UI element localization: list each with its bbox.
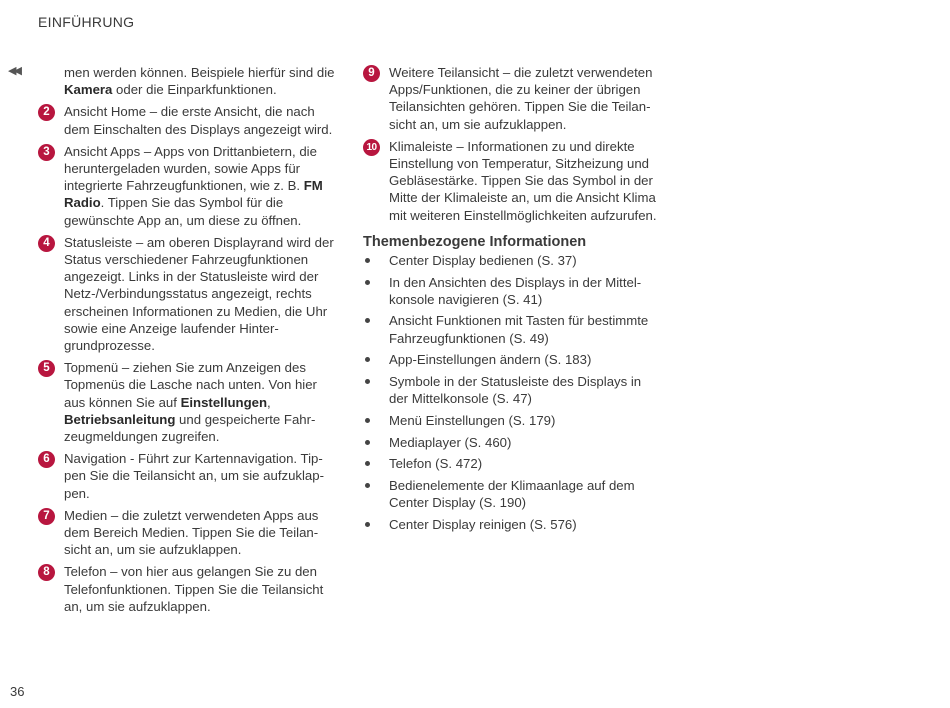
callout-text: Ansicht Home – die erste Ansicht, die nach dem Einschalten des Displays angezeigt wird.: [64, 104, 333, 137]
callout-item-7: [38, 507, 338, 559]
related-link-text[interactable]: Center Display reinigen (S. 576): [389, 516, 577, 532]
related-link-text[interactable]: In den Ansichten des Displays in der Mittelkonsole navigieren (S. 41): [389, 274, 642, 307]
callout-item-6: [38, 450, 338, 502]
related-link-text[interactable]: Bedienelemente der Klimaanlage auf dem Center Display (S. 190): [389, 478, 635, 511]
intro-text-1: men werden können. Beispiele hierfür sind die: [64, 65, 335, 80]
callout-item-3: [38, 143, 338, 229]
callout-number-badge: 5: [38, 360, 55, 377]
callout-item-9: [363, 64, 663, 133]
callout-item-8: [38, 563, 338, 615]
related-link-text[interactable]: Center Display bedienen (S. 37): [389, 252, 577, 268]
related-link-text[interactable]: App-Einstellungen ändern (S. 183): [389, 352, 592, 368]
callout-text: Medien – die zuletzt verwendeten Apps aus dem Bereich Medien. Tippen Sie die Teilansicht an, um sie aufzuklappen.: [64, 507, 319, 558]
related-link[interactable]: [363, 455, 663, 472]
section-header: EINFÜHRUNG: [38, 14, 135, 30]
callout-number-badge: 7: [38, 508, 55, 525]
callout-number-badge: 8: [38, 564, 55, 581]
related-link[interactable]: [363, 516, 663, 533]
callout-text-part: . Tippen Sie das Symbol für die gewünschte App an, um diese zu öffnen.: [64, 195, 302, 228]
callout-item-5: [38, 359, 338, 445]
callout-text: [64, 360, 317, 444]
related-links-list: [363, 252, 663, 533]
bullet-icon: [365, 440, 370, 445]
bullet-icon: [365, 280, 370, 285]
double-chevron-left-icon[interactable]: ◀◀: [8, 65, 19, 77]
callout-text: Klimaleiste – Informationen zu und direkte Einstellung von Temperatur, Sitzheizung und Gebläsestärke. Tippen Sie das Symbol in der Mitte der Klimaleiste an, um die Ansicht Klima mit weiteren Einstellmöglichkeiten aufzurufen.: [389, 138, 657, 223]
related-link-text[interactable]: Mediaplayer (S. 460): [389, 434, 512, 450]
callout-text: Weitere Teilansicht – die zuletzt verwendeten Apps/Funktionen, die zu keiner der übrigen Teilansichten gehören. Tippen Sie die Teilansicht an, um sie aufzuklappen.: [389, 65, 653, 132]
callout-number-badge: 6: [38, 451, 55, 468]
callout-text-part: und gespeicherte Fahrzeugmeldungen zugreifen.: [64, 411, 316, 445]
related-link[interactable]: [363, 312, 663, 346]
callout-number-badge: 2: [38, 104, 55, 121]
callout-number-badge: 9: [363, 65, 380, 82]
bullet-icon: [365, 461, 370, 466]
intro-text: [64, 65, 335, 97]
related-link[interactable]: [363, 373, 663, 407]
related-link[interactable]: [363, 351, 663, 368]
related-link-text[interactable]: Ansicht Funktionen mit Tasten für bestimmte Fahrzeugfunktionen (S. 49): [389, 313, 649, 346]
callout-item-4: [38, 234, 338, 354]
callout-number-badge: 4: [38, 235, 55, 252]
callout-text-part: Topmenü – ziehen Sie zum Anzeigen des Topmenüs die Lasche nach unten. Von hier aus können Sie auf: [64, 360, 317, 410]
callout-number-badge: 3: [38, 144, 55, 161]
bullet-icon: [365, 522, 370, 527]
related-link[interactable]: [363, 434, 663, 451]
callout-text: Telefon – von hier aus gelangen Sie zu den Telefonfunktionen. Tippen Sie die Teilansicht an, um sie aufzuklappen.: [64, 564, 324, 614]
bullet-icon: [365, 483, 370, 488]
bullet-icon: [365, 357, 370, 362]
callout-bold-betriebsanleitung: Betriebsanleitung: [64, 411, 176, 427]
right-column: [363, 64, 663, 538]
callout-bold-fm-radio: FM Radio: [64, 178, 323, 211]
intro-paragraph: [38, 64, 338, 98]
bullet-icon: [365, 379, 370, 384]
callout-number-badge: 10: [363, 139, 380, 156]
callout-text-part: ,: [267, 394, 271, 410]
related-link[interactable]: [363, 274, 663, 308]
callout-item-2: [38, 103, 338, 137]
related-link[interactable]: [363, 477, 663, 511]
callout-text: Navigation - Führt zur Kartennavigation. Tippen Sie die Teilansicht an, um sie aufzuklappen.: [64, 451, 325, 501]
callout-item-10: [363, 138, 663, 224]
left-column: [38, 64, 338, 620]
intro-bold-camera: Kamera: [64, 82, 113, 98]
intro-text-2: oder die Einparkfunktionen.: [112, 82, 277, 98]
related-link[interactable]: [363, 252, 663, 269]
page-number: 36: [10, 684, 25, 699]
related-link[interactable]: [363, 412, 663, 429]
related-link-text[interactable]: Symbole in der Statusleiste des Displays in der Mittelkonsole (S. 47): [389, 374, 642, 407]
related-link-text[interactable]: Telefon (S. 472): [389, 456, 483, 472]
bullet-icon: [365, 258, 370, 263]
callout-text: Statusleiste – am oberen Displayrand wird der Status verschiedener Fahrzeugfunktionen angezeigt. Links in der Statusleiste wird der Netz-/Verbindungsstatus angezeigt, rechts erscheinen Informationen zu Medien, die Uhr sowie eine Anzeige laufender Hintergrundprozesse.: [64, 234, 334, 354]
bullet-icon: [365, 318, 370, 323]
related-link-text[interactable]: Menü Einstellungen (S. 179): [389, 412, 556, 428]
related-info-heading: Themenbezogene Informationen: [363, 233, 587, 250]
callout-text-part: Ansicht Apps – Apps von Drittanbietern, die heruntergeladen wurden, sowie Apps für integrierte Fahrzeugfunktionen, wie z. B.: [64, 143, 317, 194]
callout-text: [64, 144, 323, 228]
bullet-icon: [365, 418, 370, 423]
callout-bold-einstellungen: Einstellungen: [180, 394, 268, 410]
